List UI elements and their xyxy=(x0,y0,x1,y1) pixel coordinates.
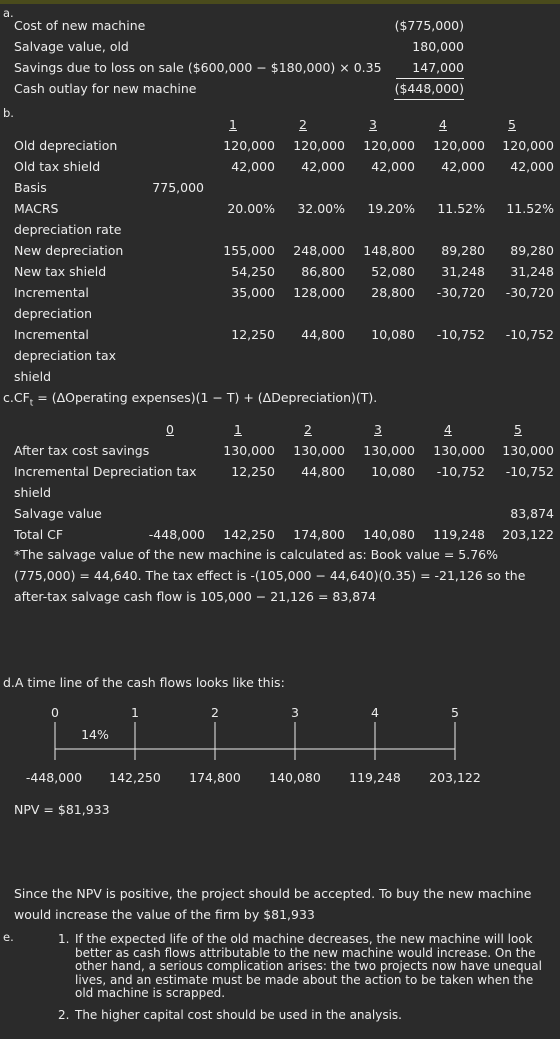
cell-value: 54,250 xyxy=(231,264,275,279)
cell-value: 89,280 xyxy=(510,243,554,258)
cell-value: 10,080 xyxy=(371,464,415,479)
npv-conclusion: Since the NPV is positive, the project should be accepted. To buy the new machine would increase the value of the firm by $81,933 xyxy=(14,886,532,922)
section-e-marker: e. xyxy=(3,930,14,944)
year-header: 0 xyxy=(166,422,174,437)
cell-value: 42,000 xyxy=(371,159,415,174)
cell-value: 44,800 xyxy=(301,327,345,342)
row-label: Incremental xyxy=(14,285,89,300)
cash-flow-label: -448,000 xyxy=(25,770,83,785)
year-header: 5 xyxy=(508,117,516,132)
cash-flow-formula: $c.CF_t$ = (ΔOperating expenses)(1 − T) + (ΔDepreciation)(T). xyxy=(3,390,378,409)
period-label: 3 xyxy=(291,705,299,720)
basis-value: 775,000 xyxy=(152,180,204,195)
row-label: Old tax shield xyxy=(14,159,101,174)
year-header: 3 xyxy=(369,117,377,132)
cash-flow-timeline xyxy=(0,700,560,795)
cell-value: 130,000 xyxy=(223,443,275,458)
cell-value: 12,250 xyxy=(231,327,275,342)
cell-value: 42,000 xyxy=(510,159,554,174)
cash-flow-label: 203,122 xyxy=(429,770,481,785)
row-label: New tax shield xyxy=(14,264,107,279)
outlay-value: ($775,000) xyxy=(394,18,464,33)
outlay-value: 147,000 xyxy=(412,60,464,75)
row-label: Total CF xyxy=(14,527,64,542)
cell-value: 130,000 xyxy=(502,443,554,458)
year-header: 2 xyxy=(304,422,312,437)
list-item-text: If the expected life of the old machine decreases, the new machine will look better as cash flows attributable to the new machine would increase. On the other hand, a serious complication arises: the two projects now have unequal lives, and an estimate must be made about the action to be taken when the old machine is scrapped. xyxy=(75,932,542,1000)
cell-value: 31,248 xyxy=(510,264,554,279)
row-label: Incremental Depreciation tax xyxy=(14,464,197,479)
cell-value: 155,000 xyxy=(223,243,275,258)
cell-value: -30,720 xyxy=(505,285,554,300)
cell-value: 52,080 xyxy=(371,264,415,279)
row-label: shield xyxy=(14,485,52,500)
cell-value: 11.52% xyxy=(437,201,485,216)
year-header: 2 xyxy=(299,117,307,132)
cell-value: 89,280 xyxy=(441,243,485,258)
cell-value: 120,000 xyxy=(433,138,485,153)
cell-value: 11.52% xyxy=(506,201,554,216)
cell-value: 35,000 xyxy=(231,285,275,300)
cell-value: 148,800 xyxy=(363,243,415,258)
cell-value: 142,250 xyxy=(223,527,275,542)
section-b-marker: b. xyxy=(3,106,14,120)
timeline-heading: d.A time line of the cash flows looks like this: xyxy=(3,675,285,690)
period-label: 0 xyxy=(51,705,59,720)
year-header: 3 xyxy=(374,422,382,437)
cell-value: 31,248 xyxy=(441,264,485,279)
row-label: After tax cost savings xyxy=(14,443,150,458)
year-header: 1 xyxy=(234,422,242,437)
cell-value: 10,080 xyxy=(371,327,415,342)
cash-flow-label: 142,250 xyxy=(109,770,161,785)
cell-value: 28,800 xyxy=(371,285,415,300)
outlay-label: Cost of new machine xyxy=(14,18,146,33)
sum-rule xyxy=(396,78,464,79)
year-header: 1 xyxy=(229,117,237,132)
cell-value: -10,752 xyxy=(505,327,554,342)
cell-value: 20.00% xyxy=(227,201,275,216)
list-item-text: The higher capital cost should be used in the analysis. xyxy=(75,1007,402,1022)
row-label: Basis xyxy=(14,180,47,195)
cell-value: 203,122 xyxy=(502,527,554,542)
row-label: depreciation tax xyxy=(14,348,116,363)
top-accent-bar xyxy=(0,0,560,4)
list-item xyxy=(58,1009,548,1023)
outlay-label: Savings due to loss on sale ($600,000 − $180,000) × 0.35 xyxy=(14,60,382,75)
cell-value: 120,000 xyxy=(223,138,275,153)
outlay-label: Salvage value, old xyxy=(14,39,129,54)
cell-value: -30,720 xyxy=(436,285,485,300)
cell-value: 119,248 xyxy=(433,527,485,542)
cell-value: 120,000 xyxy=(502,138,554,153)
cell-value: -10,752 xyxy=(436,464,485,479)
cell-value: -448,000 xyxy=(148,527,205,542)
cell-value: 42,000 xyxy=(441,159,485,174)
cell-value: 130,000 xyxy=(363,443,415,458)
list-item xyxy=(58,933,548,1001)
cell-value: 128,000 xyxy=(293,285,345,300)
cell-value: 130,000 xyxy=(293,443,345,458)
cell-value: 248,000 xyxy=(293,243,345,258)
analysis-points xyxy=(58,933,548,1030)
year-header: 4 xyxy=(444,422,452,437)
cell-value: -10,752 xyxy=(436,327,485,342)
list-item-number: 2. xyxy=(58,1007,70,1022)
period-label: 4 xyxy=(371,705,379,720)
row-label: shield xyxy=(14,369,52,384)
cell-value: 86,800 xyxy=(301,264,345,279)
period-label: 5 xyxy=(451,705,459,720)
cell-value: 12,250 xyxy=(231,464,275,479)
outlay-total-value: ($448,000) xyxy=(394,81,464,96)
year-header: 5 xyxy=(514,422,522,437)
row-label: depreciation xyxy=(14,306,93,321)
npv-result: NPV = $81,933 xyxy=(14,802,110,817)
cell-value: 44,800 xyxy=(301,464,345,479)
double-rule xyxy=(394,99,464,100)
section-a-marker: a. xyxy=(3,6,14,20)
cell-value: -10,752 xyxy=(505,464,554,479)
row-label: depreciation rate xyxy=(14,222,122,237)
cell-value: 42,000 xyxy=(301,159,345,174)
cell-value: 130,000 xyxy=(433,443,485,458)
discount-rate-label: 14% xyxy=(81,727,109,742)
row-label: Salvage value xyxy=(14,506,102,521)
cell-value: 19.20% xyxy=(367,201,415,216)
cash-flow-label: 119,248 xyxy=(349,770,401,785)
period-label: 2 xyxy=(211,705,219,720)
salvage-note: *The salvage value of the new machine is calculated as: Book value = 5.76%(775,000) = 44,640. The tax effect is -(105,000 − 44,640)(0.35) = -21,126 so the after-tax salvage cash flow is 105,000 − 21,126 = 83,874 xyxy=(14,547,526,604)
cell-value: 174,800 xyxy=(293,527,345,542)
cash-flow-label: 140,080 xyxy=(269,770,321,785)
cell-value: 32.00% xyxy=(297,201,345,216)
cell-value: 120,000 xyxy=(363,138,415,153)
outlay-total-label: Cash outlay for new machine xyxy=(14,81,197,96)
cell-value: 42,000 xyxy=(231,159,275,174)
row-label: MACRS xyxy=(14,201,59,216)
row-label: Old depreciation xyxy=(14,138,118,153)
list-item-number: 1. xyxy=(58,932,70,946)
row-label: New depreciation xyxy=(14,243,124,258)
cell-value: 83,874 xyxy=(510,506,554,521)
cell-value: 140,080 xyxy=(363,527,415,542)
year-header: 4 xyxy=(439,117,447,132)
outlay-value: 180,000 xyxy=(412,39,464,54)
period-label: 1 xyxy=(131,705,139,720)
row-label: Incremental xyxy=(14,327,89,342)
cell-value: 120,000 xyxy=(293,138,345,153)
cash-flow-label: 174,800 xyxy=(189,770,241,785)
